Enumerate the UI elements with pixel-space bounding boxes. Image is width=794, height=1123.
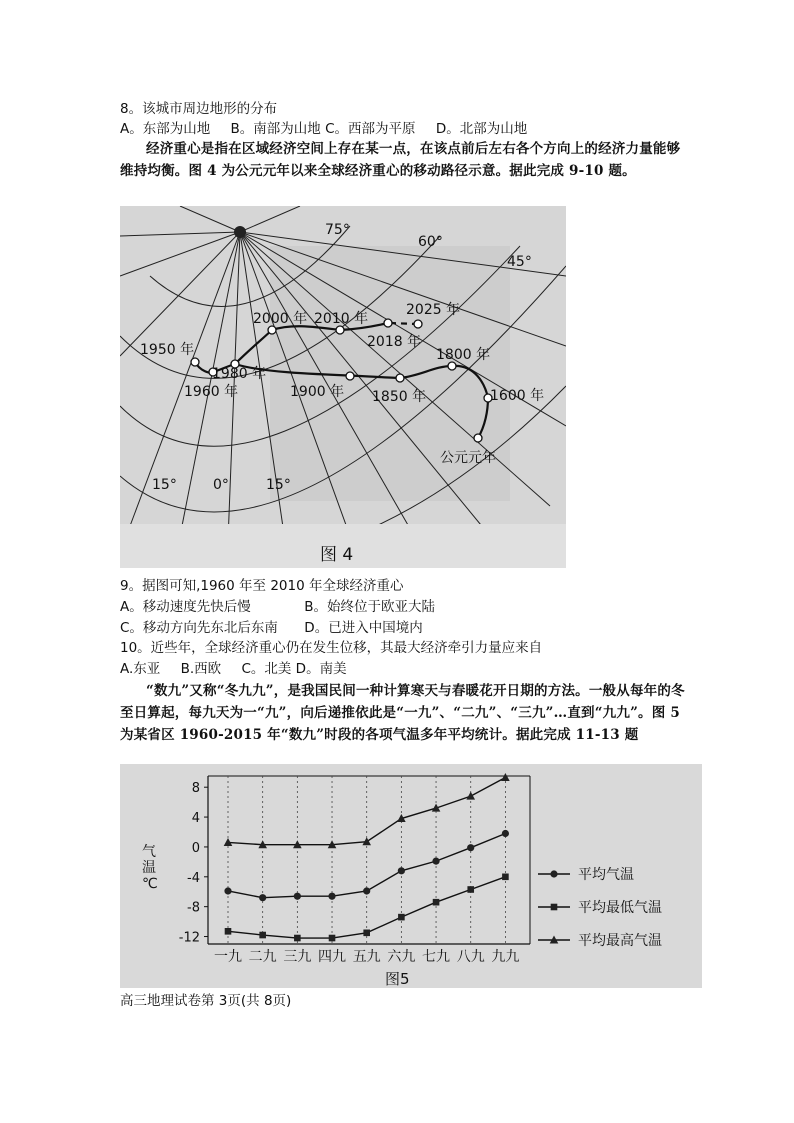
label-year1: 公元元年 bbox=[440, 450, 496, 466]
point-marker bbox=[467, 844, 474, 851]
question-9-stem: 9。据图可知,1960 年至 2010 年全球经济重心 bbox=[120, 578, 404, 594]
legend-label: 平均最高气温 bbox=[578, 933, 662, 949]
figure-4 bbox=[120, 206, 566, 568]
point-year1 bbox=[474, 434, 482, 442]
point-1900 bbox=[346, 372, 354, 380]
point-2018 bbox=[384, 319, 392, 327]
lat-label-75: 75° bbox=[325, 222, 350, 238]
point-1950 bbox=[191, 358, 199, 366]
label-2010: 2010 年 bbox=[314, 311, 369, 327]
y-tick-label: 0 bbox=[191, 840, 200, 856]
y-tick-label: -4 bbox=[187, 870, 200, 886]
label-2018: 2018 年 bbox=[367, 334, 422, 350]
figure-4-map bbox=[120, 206, 566, 568]
point-marker bbox=[259, 932, 266, 939]
point-marker bbox=[363, 887, 370, 894]
question-9-options-row2 bbox=[120, 619, 423, 637]
point-marker bbox=[259, 894, 266, 901]
legend-label: 平均气温 bbox=[578, 867, 634, 883]
label-1800: 1800 年 bbox=[436, 347, 491, 363]
question-10-stem: 10。近些年，全球经济重心仍在发生位移，其最大经济牵引力量应来自 bbox=[120, 640, 543, 656]
label-1900: 1900 年 bbox=[290, 384, 345, 400]
label-1950: 1950 年 bbox=[140, 342, 195, 358]
q9-option-b: B。始终位于欧亚大陆 bbox=[304, 599, 436, 615]
x-tick-label: 八九 bbox=[456, 949, 485, 965]
legend-marker bbox=[550, 870, 557, 877]
path-2018-2025-dashed bbox=[390, 323, 416, 324]
point-marker bbox=[225, 928, 232, 935]
point-marker bbox=[432, 858, 439, 865]
q8-option-b: B。南部为山地 C。西部为平原 bbox=[230, 121, 416, 137]
y-axis-label-unit: ℃ bbox=[142, 876, 158, 892]
q9-option-d: D。已进入中国境内 bbox=[304, 620, 423, 636]
point-1850 bbox=[396, 374, 404, 382]
point-2000 bbox=[268, 326, 276, 334]
figure-5 bbox=[120, 764, 702, 988]
point-marker bbox=[328, 893, 335, 900]
y-tick-label: -8 bbox=[187, 900, 200, 916]
y-axis-label-qi: 气 bbox=[142, 844, 156, 860]
figure-5-chart bbox=[120, 764, 702, 988]
y-tick-label: 4 bbox=[191, 811, 200, 827]
figure-4-caption: 图 4 bbox=[320, 545, 354, 565]
figure-5-caption: 图5 bbox=[385, 970, 410, 988]
q9-option-a: A。移动速度先快后慢 bbox=[120, 599, 251, 615]
point-marker bbox=[502, 874, 509, 881]
point-marker bbox=[502, 830, 509, 837]
point-2010 bbox=[336, 326, 344, 334]
label-1850: 1850 年 bbox=[372, 389, 427, 405]
question-8-stem: 8。该城市周边地形的分布 bbox=[120, 101, 278, 117]
q8-option-d: D。北部为山地 bbox=[435, 121, 528, 137]
q10-option-cd: C。北美 D。南美 bbox=[241, 661, 347, 677]
point-marker bbox=[467, 886, 474, 893]
point-marker bbox=[433, 899, 440, 906]
x-tick-label: 三九 bbox=[283, 949, 312, 965]
page-footer: 高三地理试卷第 3页(共 8页) bbox=[120, 993, 292, 1009]
question-8-options bbox=[120, 120, 543, 138]
x-tick-label: 五九 bbox=[352, 949, 381, 965]
point-marker bbox=[398, 867, 405, 874]
point-1800 bbox=[448, 362, 456, 370]
point-2025 bbox=[414, 320, 422, 328]
question-10-options bbox=[120, 660, 363, 678]
lat-label-60: 60° bbox=[418, 234, 443, 250]
x-tick-label: 二九 bbox=[248, 949, 277, 965]
label-2025: 2025 年 bbox=[406, 302, 461, 318]
q9-option-c: C。移动方向先东北后东南 bbox=[120, 620, 278, 636]
x-tick-label: 九九 bbox=[491, 949, 520, 965]
legend-label: 平均最低气温 bbox=[578, 900, 662, 916]
y-axis-label-wen: 温 bbox=[142, 860, 156, 876]
y-tick-label: 8 bbox=[191, 781, 200, 797]
point-marker bbox=[329, 935, 336, 942]
label-2000: 2000 年 bbox=[253, 311, 308, 327]
lat-label-45: 45° bbox=[507, 254, 532, 270]
label-1980: 1980 年 bbox=[212, 366, 267, 382]
lon-label-15e: 15° bbox=[266, 477, 291, 493]
passage-shujiu: “数九”又称“冬九九”，是我国民间一种计算寒天与春暖花开日期的方法。一般从每年的冬至日算起，每九天为一“九”，向后递推依此是“一九”、“二九”、“三九”…直到“九九”。图 5 为某省区 1960-2015 年“数九”时段的各项气温多年平均统计。据此完成 11-13 题 bbox=[120, 683, 685, 743]
question-9-options-row1 bbox=[120, 598, 435, 616]
q10-option-a: A.东亚 bbox=[120, 661, 161, 677]
point-marker bbox=[294, 893, 301, 900]
legend-marker bbox=[551, 904, 558, 911]
q8-option-a: A。东部为山地 bbox=[120, 121, 211, 137]
point-marker bbox=[224, 887, 231, 894]
x-tick-label: 六九 bbox=[387, 949, 416, 965]
label-1600: 1600 年 bbox=[490, 388, 545, 404]
lon-label-15w: 15° bbox=[152, 477, 177, 493]
lon-label-0: 0° bbox=[213, 477, 229, 493]
label-1960: 1960 年 bbox=[184, 384, 239, 400]
point-marker bbox=[398, 914, 405, 921]
point-marker bbox=[363, 930, 370, 937]
q10-option-b: B.西欧 bbox=[180, 661, 222, 677]
x-tick-label: 七九 bbox=[422, 949, 451, 965]
passage-economic-center: 经济重心是指在区域经济空间上存在某一点，在该点前后左右各个方向上的经济力量能够维持均衡。图 4 为公元元年以来全球经济重心的移动路径示意。据此完成 9-10 题。 bbox=[120, 141, 681, 179]
x-tick-label: 四九 bbox=[318, 949, 347, 965]
x-tick-label: 一九 bbox=[214, 949, 242, 965]
y-tick-label: -12 bbox=[178, 930, 200, 946]
point-marker bbox=[294, 935, 301, 942]
